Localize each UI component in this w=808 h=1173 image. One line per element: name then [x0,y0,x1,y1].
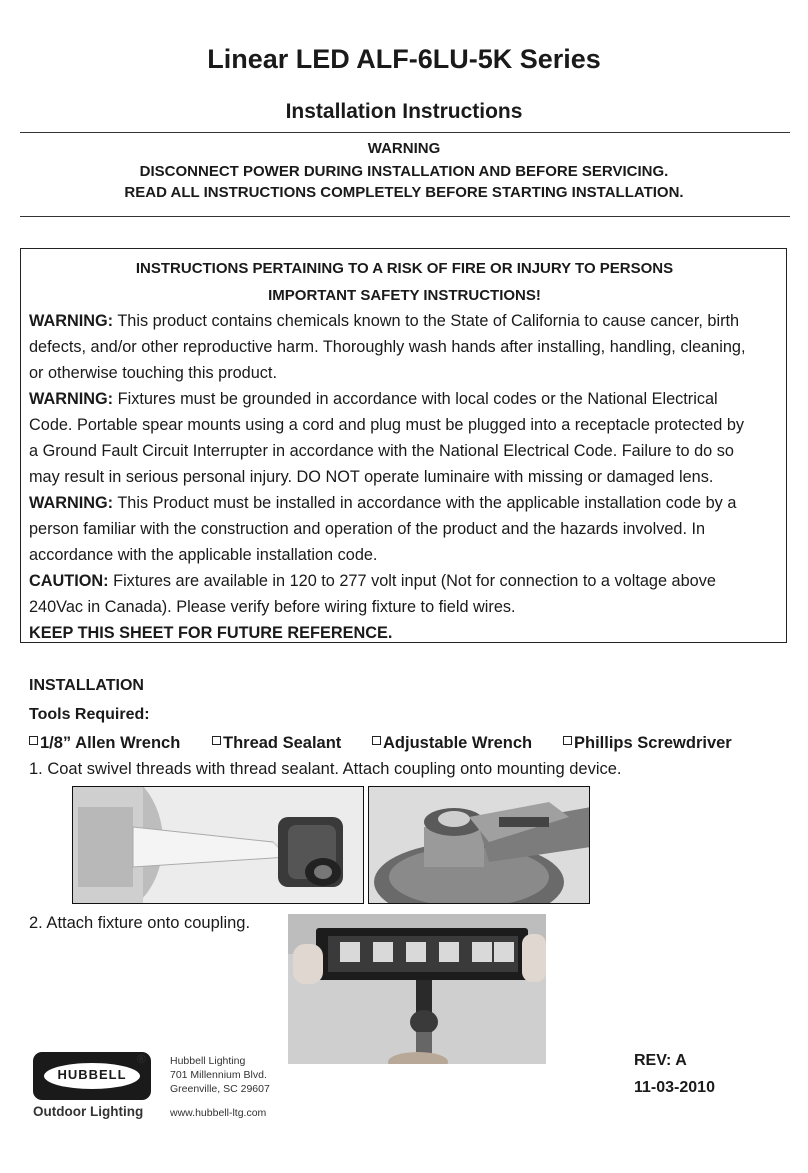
tool-label: Phillips Screwdriver [574,734,732,752]
warning-label: WARNING: [29,494,114,512]
tool-allen-wrench [29,734,180,753]
warning-text: defects, and/or other reproductive harm. Thoroughly wash hands after installing, handling, cleaning, [29,338,746,356]
safety-instructions-box [20,248,787,643]
caution-text: Fixtures are available in 120 to 277 volt input (Not for connection to a voltage above [113,572,716,590]
checkbox-icon [372,736,381,745]
warning-chemicals [29,308,781,386]
wrench-illustration [369,787,590,904]
tool-adjustable-wrench [372,734,532,753]
revision-date: 11-03-2010 [634,1079,715,1096]
warning-text: or otherwise touching this product. [29,364,277,382]
tool-label: Adjustable Wrench [383,734,533,752]
tool-thread-sealant [212,734,341,753]
warning-text: This Product must be installed in accordance with the applicable installation code by a [117,494,737,512]
checkbox-icon [563,736,572,745]
page-subtitle: Installation Instructions [285,100,523,123]
step-1-text: 1. Coat swivel threads with thread sealant. Attach coupling onto mounting device. [29,760,622,778]
warning-installation-code [29,490,781,568]
page-title: Linear LED ALF-6LU-5K Series [207,44,601,74]
photo-fixture-attach [288,914,546,1064]
warning-text: Code. Portable spear mounts using a cord and plug must be plugged into a receptacle protected by [29,416,745,434]
caution-label: CAUTION: [29,572,109,590]
company-address-1: 701 Millennium Blvd. [170,1069,267,1081]
company-website: www.hubbell-ltg.com [170,1107,267,1119]
checkbox-icon [212,736,221,745]
tool-label: 1/8” Allen Wrench [40,734,181,752]
hubbell-logo [33,1052,151,1100]
warning-text: person familiar with the construction and operation of the product and the hazards involved. In [29,520,706,538]
divider-bottom [20,216,790,217]
warning-text: accordance with the applicable installation code. [29,546,378,564]
warning-heading: WARNING [367,140,441,157]
photo-wrench-coupling [368,786,590,904]
step-2-text: 2. Attach fixture onto coupling. [29,914,251,932]
warning-text: Fixtures must be grounded in accordance with local codes or the National Electrical [117,390,718,408]
caution-text: 240Vac in Canada). Please verify before wiring fixture to field wires. [29,598,516,616]
safety-heading-1: INSTRUCTIONS PERTAINING TO A RISK OF FIRE OR INJURY TO PERSONS [135,260,674,277]
logo-text: HUBBELL [57,1067,127,1082]
warning-label: WARNING: [29,390,114,408]
photo-thread-sealant [72,786,364,904]
checkbox-icon [29,736,38,745]
warning-text: This product contains chemicals known to the State of California to cause cancer, birth [117,312,740,330]
sealant-illustration [73,787,364,904]
safety-heading-2: IMPORTANT SAFETY INSTRUCTIONS! [268,287,541,304]
warning-text: a Ground Fault Circuit Interrupter in accordance with the National Electrical Code. Failure to do so [29,442,734,460]
keep-sheet-note: KEEP THIS SHEET FOR FUTURE REFERENCE. [29,624,393,642]
warning-label: WARNING: [29,312,114,330]
tool-label: Thread Sealant [223,734,342,752]
warning-line-1: DISCONNECT POWER DURING INSTALLATION AND BEFORE SERVICING. [139,163,669,180]
warning-grounding [29,386,781,490]
company-address-2: Greenville, SC 29607 [170,1083,270,1095]
logo-tagline: Outdoor Lighting [33,1104,144,1119]
registered-mark: ® [137,1052,146,1066]
fixture-illustration [288,914,546,1064]
warning-line-2: READ ALL INSTRUCTIONS COMPLETELY BEFORE STARTING INSTALLATION. [124,184,684,201]
tool-phillips-screwdriver [563,734,732,753]
divider-top [20,132,790,133]
caution-voltage [29,568,781,646]
tools-heading: Tools Required: [29,706,150,723]
revision: REV: A [634,1052,687,1069]
company-name: Hubbell Lighting [170,1055,246,1067]
warning-text: may result in serious personal injury. DO NOT operate luminaire with missing or damaged lens. [29,468,714,486]
installation-heading: INSTALLATION [29,677,144,694]
